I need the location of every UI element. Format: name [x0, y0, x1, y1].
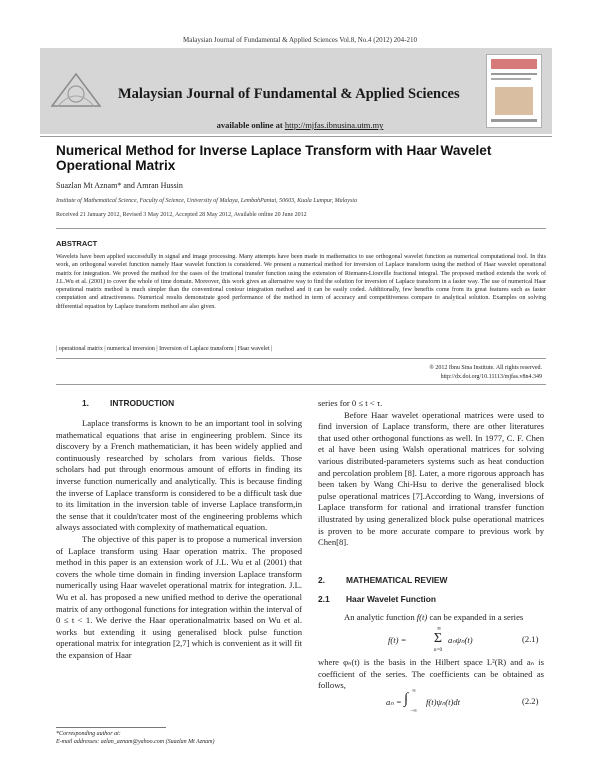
journal-url-link[interactable]: http://mjfas.ibnusina.utm.my: [284, 120, 384, 130]
section-2-title: MATHEMATICAL REVIEW: [346, 575, 448, 585]
copyright-block: [429, 364, 542, 382]
coefficient-text: where φₙ(t) is the basis in the Hilbert space L²(R) and aₙ is coefficient of the series. The coefficients can be obtained as follows,: [318, 657, 544, 691]
section-1-title: INTRODUCTION: [110, 398, 175, 408]
equation-2-1-lhs: f(t) =: [388, 635, 407, 645]
divider: [56, 358, 546, 359]
footnote-email: E-mail addresses: azlan_aznam@yahoo.com (Suazlan Mt Aznam): [56, 739, 215, 745]
section-21-title: Haar Wavelet Function: [346, 594, 436, 604]
keywords: | operational matrix | numerical inversion | Inversion of Laplace transform | Haar wavelet |: [56, 346, 273, 352]
equation-2-2-sup: ∞: [412, 688, 416, 694]
intro-paragraph-2: The objective of this paper is to propose a numerical inversion of Laplace transform using Haar operation matrix. The proposed method in this paper is an extension work of J.L. Wu et al (2001) that covers the whole time domain in finding inversion Laplace transform numerically using Haar wavelet operational matrix for integration. J.L. Wu et al. has proposed a new unified method to derive the operational matrix of any orthogonal functions for integration within the interval of 0 ≤ t < 1. We derive the Haar operationalmatrix based on Wu et al. works but extending it using generalised block pulse function operational matrix for integration [2,7] which is convenient as it will fit the expansion of Haar: [56, 533, 302, 660]
equation-2-2-sub: −∞: [410, 708, 418, 714]
intro-paragraph-1: Laplace transforms is known to be an important tool in solving mathematical equations that arise in engineering problem. Since its discovery by a French mathematician, it has been widely applied and continuously researched by scholars from various fields. Those scholars had put through enormous amount of efforts in finding its inverse function numerically and analytically. This is because finding the inverse of Laplace transform is considered to be a difficult task due to its limitation in the inversion table of inverse Laplace transform,in the sense that it couldn'tcater most of the engineering problems which always associated with complexity of mathematical equation.: [56, 418, 302, 533]
availability-line: [0, 120, 600, 130]
equation-2-2-lhs: aₙ =: [386, 697, 402, 707]
article-dates: Received 21 January 2012, Revised 3 May 2012, Accepted 28 May 2012, Available online 20 June 2012: [56, 212, 307, 218]
equation-2-2-number: (2.2): [522, 696, 539, 706]
section-1-number: 1.: [82, 398, 89, 408]
left-column-text: [56, 418, 302, 661]
running-head: Malaysian Journal of Fundamental & Applied Sciences Vol.8, No.4 (2012) 204-210: [182, 36, 417, 44]
footnote-rule: [56, 727, 166, 728]
equation-2-1-sum: Σ: [433, 631, 443, 646]
authors: Suazlan Mt Aznam* and Amran Hussin: [56, 181, 183, 190]
equation-2-2-rhs: f(t)ψₙ(t)dt: [426, 697, 461, 707]
footnote-corresponding: *Corresponding author at:: [56, 731, 121, 737]
doi-link[interactable]: http://dx.doi.org/10.11113/mjfas.v8n4.349: [440, 374, 542, 380]
equation-2-1-rhs: aₙψₙ(t): [448, 635, 473, 645]
section-21-number: 2.1: [318, 594, 330, 604]
series-intro: [344, 612, 544, 624]
divider: [56, 384, 546, 385]
affiliation: Institute of Mathematical Science, Faculty of Science, University of Malaya, LembahPantai, 50603, Kuala Lumpur, Malaysia: [56, 198, 357, 204]
journal-title: Malaysian Journal of Fundamental & Applied Sciences: [118, 86, 460, 102]
right-column-text: [318, 398, 544, 549]
equation-2-1-sub: n=0: [433, 647, 443, 653]
section-2-number: 2.: [318, 575, 325, 585]
equation-2-1-number: (2.1): [522, 634, 539, 644]
equation-2-2-int: ∫: [404, 691, 409, 707]
journal-logo-icon: [48, 70, 104, 110]
series-line: series for 0 ≤ t < τ.: [318, 398, 383, 408]
abstract-heading: ABSTRACT: [56, 239, 98, 248]
background-paragraph: Before Haar wavelet operational matrices were used to find inversion of Laplace transform, there are other literatures that used other orthogonal functions as well. In 1977, C. F. Chen et al have been using Walsh operational matrices for solving various distributed-parameters systems such as heat conduction and percolation problem [8]. Later, a more rigorous approach has been taken by Wang Chi-Hsu to derive the generalised block pulse operational matrices [7].According to Wang, inversions of Laplace transform for rational and irrational transfer function illustrated by using generalized block pulse operational matrices is proven to be more accurate compare to previous work by Chen[8].: [318, 409, 544, 548]
divider: [40, 136, 552, 137]
cover-image-icon: [487, 55, 541, 127]
series-intro-start: An analytic function: [344, 612, 415, 622]
article-title: Numerical Method for Inverse Laplace Transform with Haar Wavelet Operational Matrix: [56, 143, 492, 173]
journal-cover-thumbnail: [486, 54, 542, 128]
divider: [56, 228, 546, 229]
copyright: ® 2012 Ibnu Sina Institute. All rights reserved.: [429, 365, 542, 371]
equation-2-1-sup: ∞: [436, 626, 442, 632]
footnote: [56, 730, 215, 746]
abstract-text: Wavelets have been applied successfully in signal and image processing. Many attempts have been made in mathematics to use orthogonal wavelet function as numerical computational tool. In this work, an orthogonal wavelet function namely Haar wavelet function is considered. We present a numerical method for inversion of Laplace transform using the method of Haar wavelet operational matrix for integration. We proved the method for the cases of the irrational transfer function using the extension of Riemann-Liouville fractional integral. The proposed method extends the work of J.L.Wu et al. (2001) to cover the whole of time domain. Moreover, this work gives an alternative way to find the solution for inversion of Laplace transform in a faster way. The use of numerical Haar operational matrix method is much simpler than the conventional contour integration method and it can be easily coded. Additionally, few benefits come from its great features such as faster computation and attractiveness. Numerical results demonstrate good performance of the method in term of accuracy and competitiveness compare to analytical solution. Examples on solving differential equation by Laplace transform method are also given.: [56, 254, 546, 310]
series-intro-end: can be expanded in a series: [429, 612, 524, 622]
coefficient-paragraph: [318, 657, 544, 692]
series-intro-fn: f(t): [416, 612, 428, 622]
available-prefix: available online at: [216, 120, 283, 130]
